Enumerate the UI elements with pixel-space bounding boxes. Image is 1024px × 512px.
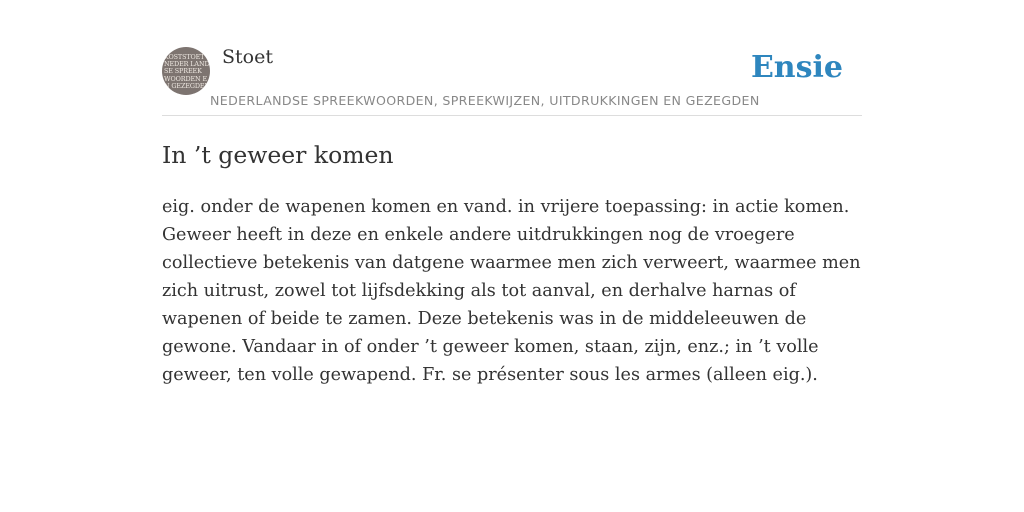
avatar-book-cover-text: KOSTSTOET NEDER LANDSE SPREEK WOORDEN EN GEZEGDEN: [164, 53, 210, 90]
entry-definition: eig. onder de wapenen komen en vand. in vrijere toepassing: in actie komen. Geweer heeft in deze en enkele andere uitdrukkingen nog de vroegere collectieve betekenis van datgene waarmee men zich verweert, waarmee men zich uitrust, zowel tot lijfsdekking als tot aanval, en derhalve harnas of wapenen of beide te zamen. Deze betekenis was in de middeleeuwen de gewone. Vandaar in of onder ’t geweer komen, staan, zijn, enz.; in ’t volle geweer, ten volle gewapend. Fr. se présenter sous les armes (alleen eig.).: [162, 197, 861, 385]
entry-title: In ’t geweer komen: [162, 141, 394, 169]
entry-header: [162, 44, 862, 116]
author-name[interactable]: Stoet: [222, 46, 273, 68]
source-subtitle[interactable]: NEDERLANDSE SPREEKWOORDEN, SPREEKWIJZEN, UITDRUKKINGEN EN GEZEGDEN: [210, 93, 760, 108]
avatar[interactable]: [162, 47, 210, 95]
ensie-logo-link[interactable]: Ensie: [750, 50, 843, 85]
entry-card: [162, 44, 862, 389]
